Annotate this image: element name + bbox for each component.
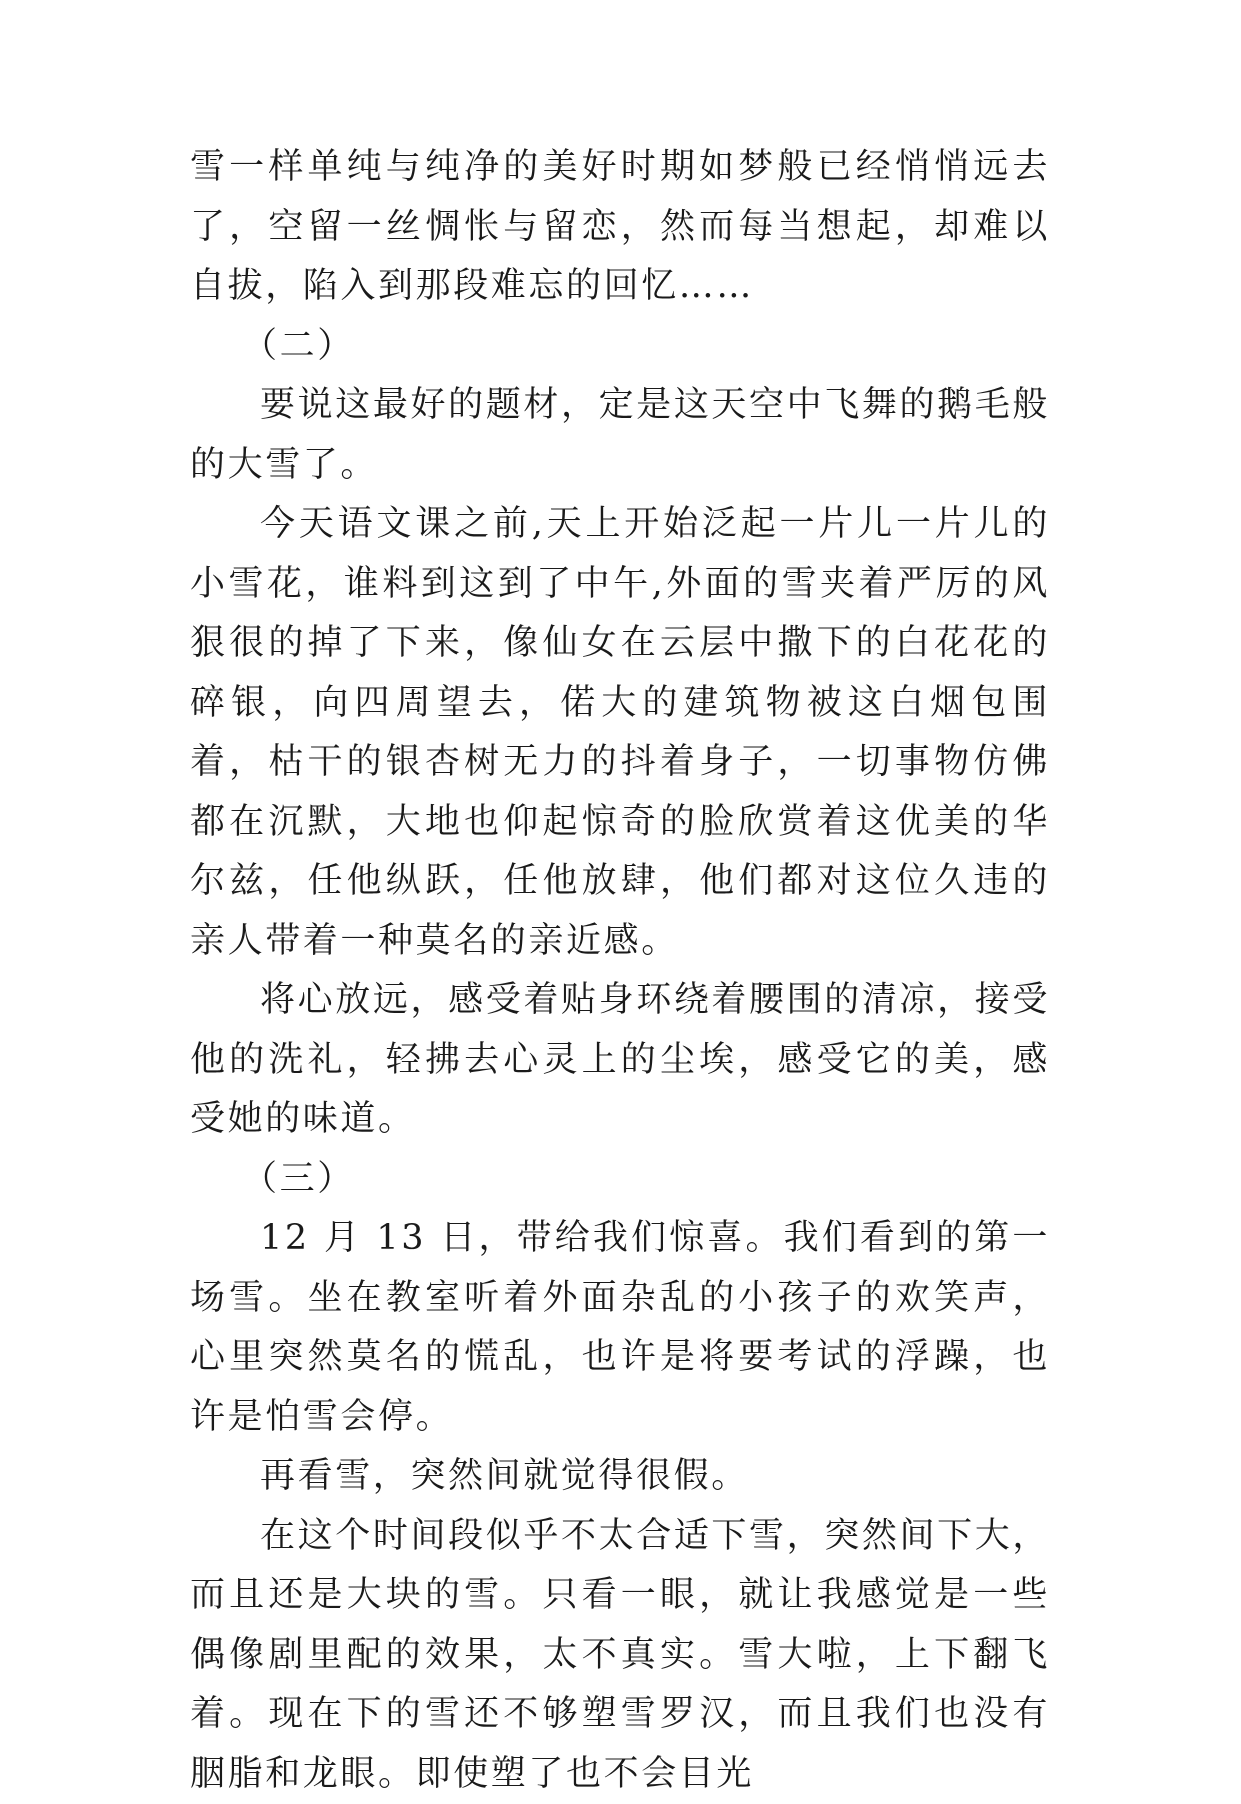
paragraph: 在这个时间段似乎不太合适下雪，突然间下大，而且还是大块的雪。只看一眼，就让我感觉是一些偶像剧里配的效果，太不真实。雪大啦，上下翻飞着。现在下的雪还不够塑雪罗汉，而且我们也没有胭脂和龙眼。即使塑了也不会目光 — [190, 1507, 1050, 1804]
section-heading-2: （二） — [190, 317, 1050, 377]
body-text — [190, 138, 1050, 1804]
paragraph: 12 月 13 日，带给我们惊喜。我们看到的第一场雪。坐在教室听着外面杂乱的小孩子的欢笑声，心里突然莫名的慌乱，也许是将要考试的浮躁，也许是怕雪会停。 — [190, 1209, 1050, 1447]
paragraph: 要说这最好的题材，定是这天空中飞舞的鹅毛般的大雪了。 — [190, 376, 1050, 495]
paragraph: 将心放远，感受着贴身环绕着腰围的清凉，接受他的洗礼，轻拂去心灵上的尘埃，感受它的美，感受她的味道。 — [190, 971, 1050, 1150]
section-heading-3: （三） — [190, 1150, 1050, 1210]
paragraph: 再看雪，突然间就觉得很假。 — [190, 1447, 1050, 1507]
paragraph-continued: 雪一样单纯与纯净的美好时期如梦般已经悄悄远去了，空留一丝惆怅与留恋，然而每当想起，却难以自拔，陷入到那段难忘的回忆…… — [190, 138, 1050, 317]
paragraph: 今天语文课之前,天上开始泛起一片儿一片儿的小雪花，谁料到这到了中午,外面的雪夹着严厉的风狠很的掉了下来，像仙女在云层中撒下的白花花的碎银，向四周望去，偌大的建筑物被这白烟包围着，枯干的银杏树无力的抖着身子，一切事物仿佛都在沉默，大地也仰起惊奇的脸欣赏着这优美的华尔兹，任他纵跃，任他放肆，他们都对这位久违的亲人带着一种莫名的亲近感。 — [190, 495, 1050, 971]
